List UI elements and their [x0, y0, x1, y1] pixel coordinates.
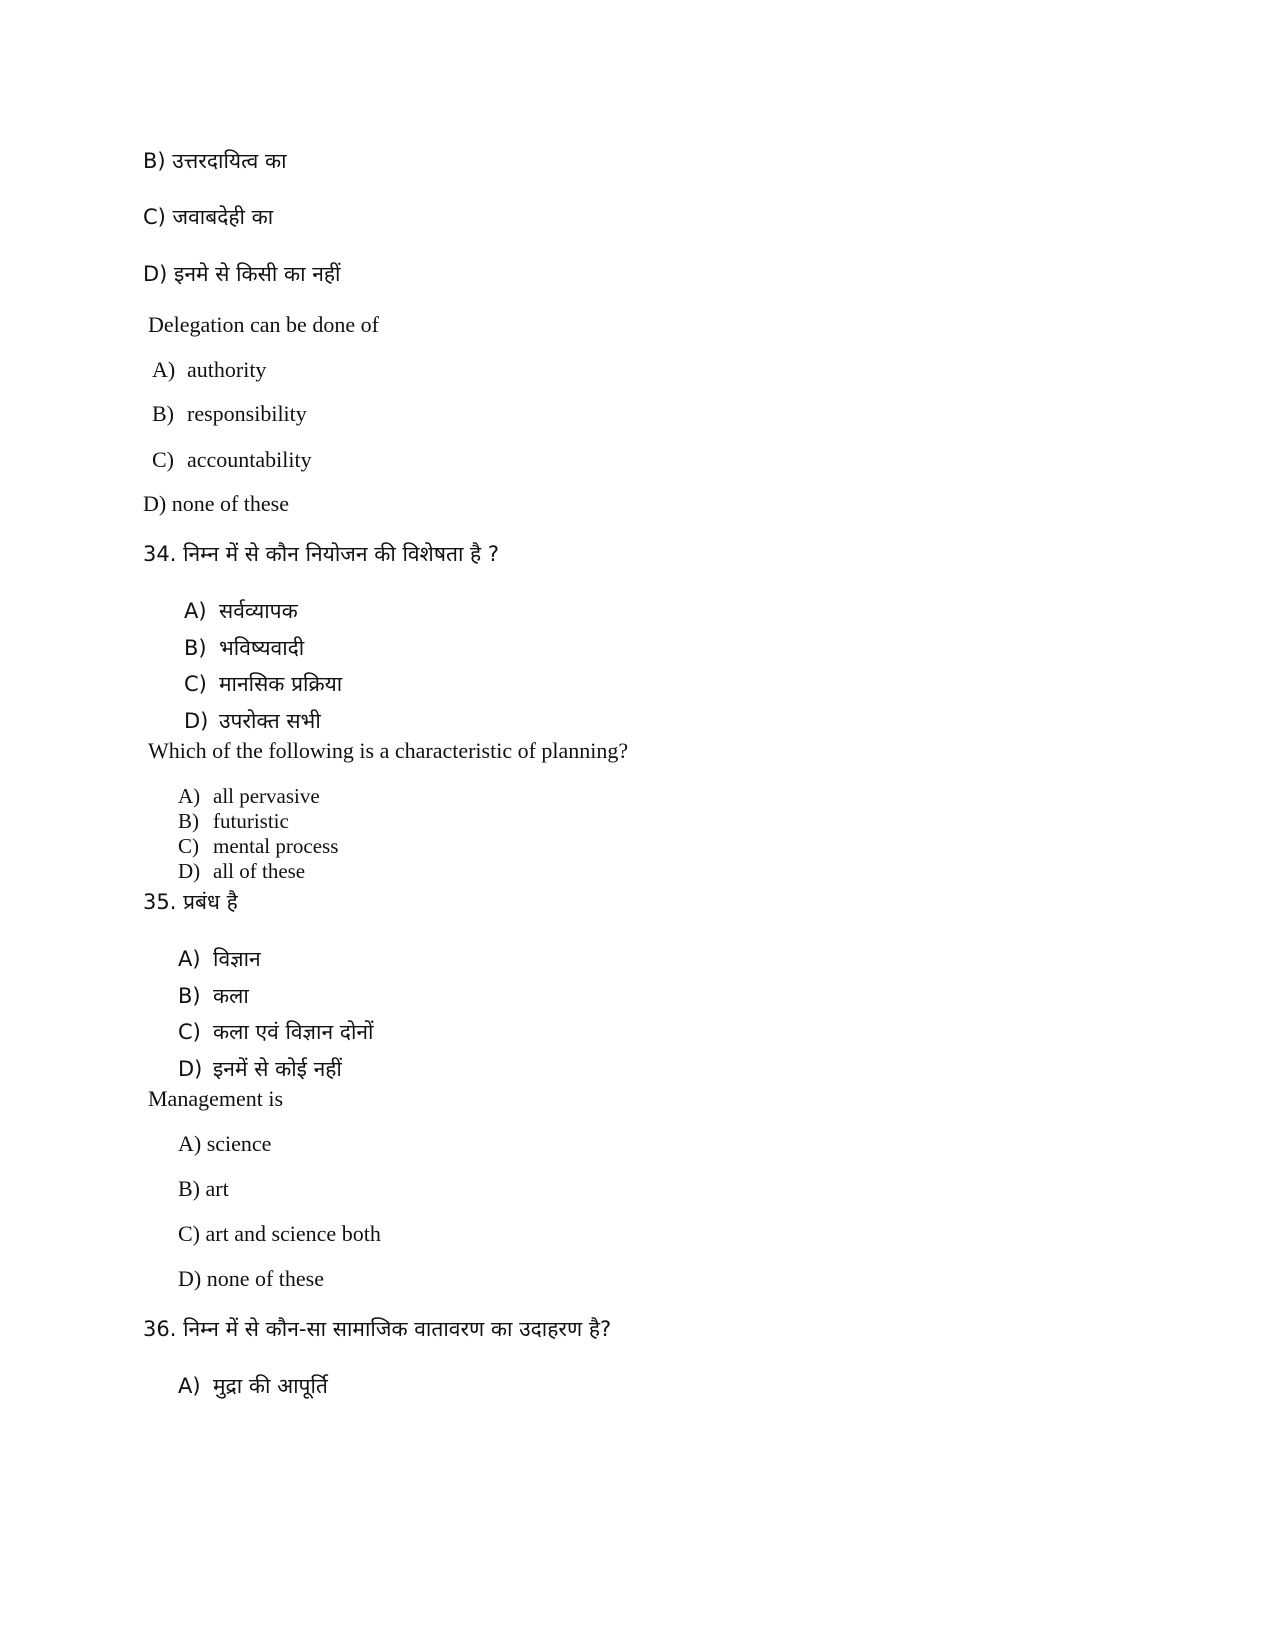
- option-label: A): [178, 784, 201, 808]
- q36-hi-option-a: [178, 1372, 328, 1400]
- q33-en-option-b: [152, 400, 307, 428]
- q34-en-option-b: [178, 808, 289, 834]
- q34-en-option-d: [178, 858, 305, 884]
- q35-en-question: Management is: [148, 1086, 284, 1111]
- option-text: मुद्रा की आपूर्ति: [213, 1374, 328, 1398]
- q33-en-option-c: [152, 446, 312, 474]
- option-text: all pervasive: [213, 784, 320, 808]
- q35-hi-option-b: [178, 982, 249, 1010]
- q33-hi-option-d: D) इनमे से किसी का नहीं: [143, 262, 341, 286]
- q35-en-option-a: A) science: [178, 1131, 272, 1156]
- option-text: भविष्यवादी: [219, 636, 305, 660]
- q34-en-option-c: [178, 833, 338, 859]
- q33-en-question: Delegation can be done of: [148, 312, 379, 337]
- option-label: A): [178, 947, 201, 971]
- option-label: C): [184, 672, 207, 696]
- q34-hi-option-c: [184, 670, 342, 698]
- option-label: C): [178, 1020, 201, 1044]
- option-label: B): [178, 984, 201, 1008]
- q33-hi-option-c: C) जवाबदेही का: [143, 205, 274, 229]
- q36-hi-question: 36. निम्न में से कौन-सा सामाजिक वातावरण का उदाहरण है?: [143, 1317, 612, 1341]
- q35-hi-question: 35. प्रबंध है: [143, 890, 238, 914]
- q35-hi-option-a: [178, 945, 261, 973]
- option-label: D): [178, 859, 201, 883]
- option-text: इनमें से कोई नहीं: [213, 1057, 342, 1081]
- q34-en-question: Which of the following is a characteristic of planning?: [148, 738, 629, 763]
- option-text: मानसिक प्रक्रिया: [219, 672, 343, 696]
- q33-hi-option-b: B) उत्तरदायित्व का: [143, 149, 287, 173]
- q34-hi-question: 34. निम्न में से कौन नियोजन की विशेषता है ?: [143, 542, 500, 566]
- q34-hi-option-a: [184, 597, 298, 625]
- q33-en-option-d: D) none of these: [143, 491, 290, 516]
- q35-en-option-d: D) none of these: [178, 1266, 325, 1291]
- option-label: B): [152, 401, 174, 426]
- option-text: authority: [187, 357, 267, 382]
- option-text: कला एवं विज्ञान दोनों: [213, 1020, 374, 1044]
- option-text: all of these: [213, 859, 306, 883]
- option-text: उपरोक्त सभी: [219, 709, 321, 733]
- q34-hi-option-d: [184, 707, 321, 735]
- q34-en-option-a: [178, 783, 320, 809]
- option-label: A): [152, 357, 176, 382]
- q34-hi-option-b: [184, 634, 304, 662]
- option-label: A): [184, 599, 207, 623]
- option-label: C): [152, 447, 174, 472]
- q35-hi-option-c: [178, 1018, 373, 1046]
- option-label: B): [178, 809, 199, 833]
- option-label: D): [178, 1057, 203, 1081]
- option-text: responsibility: [187, 401, 307, 426]
- q35-en-option-c: C) art and science both: [178, 1221, 381, 1246]
- option-text: accountability: [187, 447, 312, 472]
- option-text: futuristic: [213, 809, 289, 833]
- q33-en-option-a: [152, 356, 266, 384]
- q35-en-option-b: B) art: [178, 1176, 229, 1201]
- option-label: A): [178, 1374, 201, 1398]
- option-text: सर्वव्यापक: [219, 599, 298, 623]
- option-text: mental process: [213, 834, 339, 858]
- option-label: C): [178, 834, 199, 858]
- option-label: D): [184, 709, 209, 733]
- option-text: कला: [213, 984, 249, 1008]
- option-label: B): [184, 636, 207, 660]
- option-text: विज्ञान: [213, 947, 261, 971]
- q35-hi-option-d: [178, 1055, 342, 1083]
